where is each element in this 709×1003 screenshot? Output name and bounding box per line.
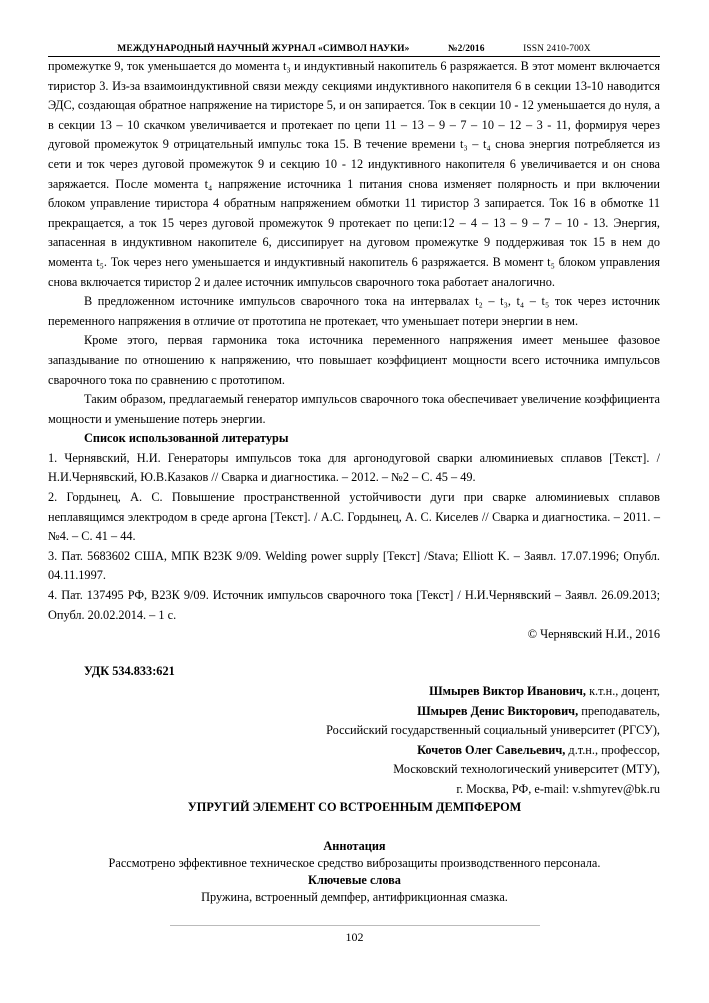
issn: ISSN 2410-700Х: [523, 44, 591, 54]
author-1-role: к.т.н., доцент,: [586, 684, 660, 698]
reference-3: 3. Пат. 5683602 США, МПК В23К 9/09. Welding power supply [Текст] /Stava; Elliott K. – Заявл. 17.07.1996; Опубл. 04.11.1997.: [48, 548, 660, 583]
article-continuation: [48, 57, 660, 645]
author-2-name: Шмырев Денис Викторович,: [417, 703, 579, 718]
contact-line: г. Москва, РФ, e-mail: v.shmyrev@bk.ru: [456, 781, 660, 796]
author-3-role: д.т.н., профессор,: [565, 742, 660, 757]
reference-1: 1. Чернявский, Н.И. Генераторы импульсов тока для аргонодуговой сварки алюминиевых сплавов [Текст]. / Н.И.Чернявский, Ю.В.Казаков // Сварка и диагностика. – 2012. – №2 – С. 45 – 49.: [48, 450, 660, 485]
author-3: [160, 741, 660, 761]
author-1: [160, 682, 660, 702]
page-number: 102: [345, 930, 364, 944]
annotation-block: [0, 838, 709, 906]
author-block: [160, 682, 660, 800]
journal-name: МЕЖДУНАРОДНЫЙ НАУЧНЫЙ ЖУРНАЛ «СИМВОЛ НАУКИ»: [117, 44, 410, 54]
author-2: [160, 702, 660, 722]
paragraph-4: Таким образом, предлагаемый генератор импульсов сварочного тока обеспечивает увеличение коэффициента мощности и уменьшение потерь энергии.: [48, 392, 660, 426]
author-1-name: Шмырев Виктор Иванович,: [429, 684, 586, 698]
udk-code: УДК 534.833:621: [84, 664, 175, 678]
references-heading: Список использованной литературы: [84, 431, 289, 446]
copyright: © Чернявский Н.И., 2016: [527, 627, 660, 642]
issue-number: №2/2016: [447, 44, 485, 54]
paragraph-3: Кроме этого, первая гармоника тока источника переменного напряжения имеет меньшее фазовое запаздывание по отношению к напряжению, что повышает коэффициент мощности всего источника импульсов сварочного тока по сравнению с прототипом.: [48, 333, 660, 387]
annotation-text: Рассмотрено эффективное техническое средство виброзащиты производственного персонала.: [108, 856, 601, 870]
affiliation-2: Московский технологический университет (МТУ),: [393, 762, 660, 777]
running-header: [48, 44, 660, 57]
author-2-role: преподаватель,: [578, 703, 660, 718]
article-title: УПРУГИЙ ЭЛЕМЕНТ СО ВСТРОЕННЫМ ДЕМПФЕРОМ: [187, 800, 522, 814]
keywords-heading: Ключевые слова: [308, 873, 401, 887]
paragraph-1: промежутке 9, ток уменьшается до момента t₃ и индуктивный накопитель 6 разряжается. В этот момент включается тиристор 3. Из-за взаимоиндуктивной связи между секциями индуктивного накопителя 6 в секции 13-10 наводится ЭДС, создающая обратное напряжение на тиристоре 5, и он запирается. Ток в секции 10 - 12 уменьшается до нуля, а в секции 13 – 10 скачком увеличивается и протекает по цепи 11 – 13 – 9 – 7 – 10 – 12 – 3 - 11, формируя через дуговой промежуток 9 отрицательный импульс тока 15. В течение времени t₃ – t₄ снова энергия потребляется из сети и ток через дуговой промежуток 9 и секцию 10 - 12 индуктивного накопителя 6 увеличивается и он снова заряжается. После момента t₄ напряжение источника 1 питания снова изменяет полярность и при включении блоком управление тиристора 4 обратным напряжением обмотки 11 тиристор 3 запирается. Ток 16 в обмотке 11 прекращается, а ток 15 через дуговой промежуток 9 протекает по цепи:12 – 4 – 13 – 9 – 7 – 10 - 13. Энергия, запасенная в индуктивном накопителе 6, диссипирует на дуговом промежутке 9 поддерживая ток 15 в нем до момента t₅. Ток через него уменьшается и индуктивный накопитель 6 разряжается. В момент t₅ блоком управления снова включается тиристор 2 и далее источник импульсов сварочного тока работает аналогично.: [48, 59, 660, 289]
author-3-name: Кочетов Олег Савельевич,: [417, 742, 566, 757]
affiliation-1: Российский государственный социальный университет (РГСУ),: [326, 723, 660, 738]
footer-divider: [170, 925, 540, 926]
reference-4: 4. Пат. 137495 РФ, В23К 9/09. Источник импульсов сварочного тока [Текст] / Н.И.Чернявский – Заявл. 26.09.2013; Опубл. 20.02.2014. – 1 с.: [48, 588, 660, 622]
annotation-heading: Аннотация: [323, 839, 386, 853]
paragraph-2: В предложенном источнике импульсов сварочного тока на интервалах t₂ – t₃, t₄ – t₅ ток через источник переменного напряжения в отличие от прототипа не протекает, что уменьшает потери энергии в нем.: [48, 294, 660, 328]
reference-2: 2. Гордынец, А. С. Повышение пространственной устойчивости дуги при сварке алюминиевых сплавов неплавящимся электродом в среде аргона [Текст]. / А.С. Гордынец, А. С. Киселев // Сварка и диагностика. – 2011. – №4. – С. 41 – 44.: [48, 490, 660, 544]
keywords-text: Пружина, встроенный демпфер, антифрикционная смазка.: [201, 890, 508, 904]
